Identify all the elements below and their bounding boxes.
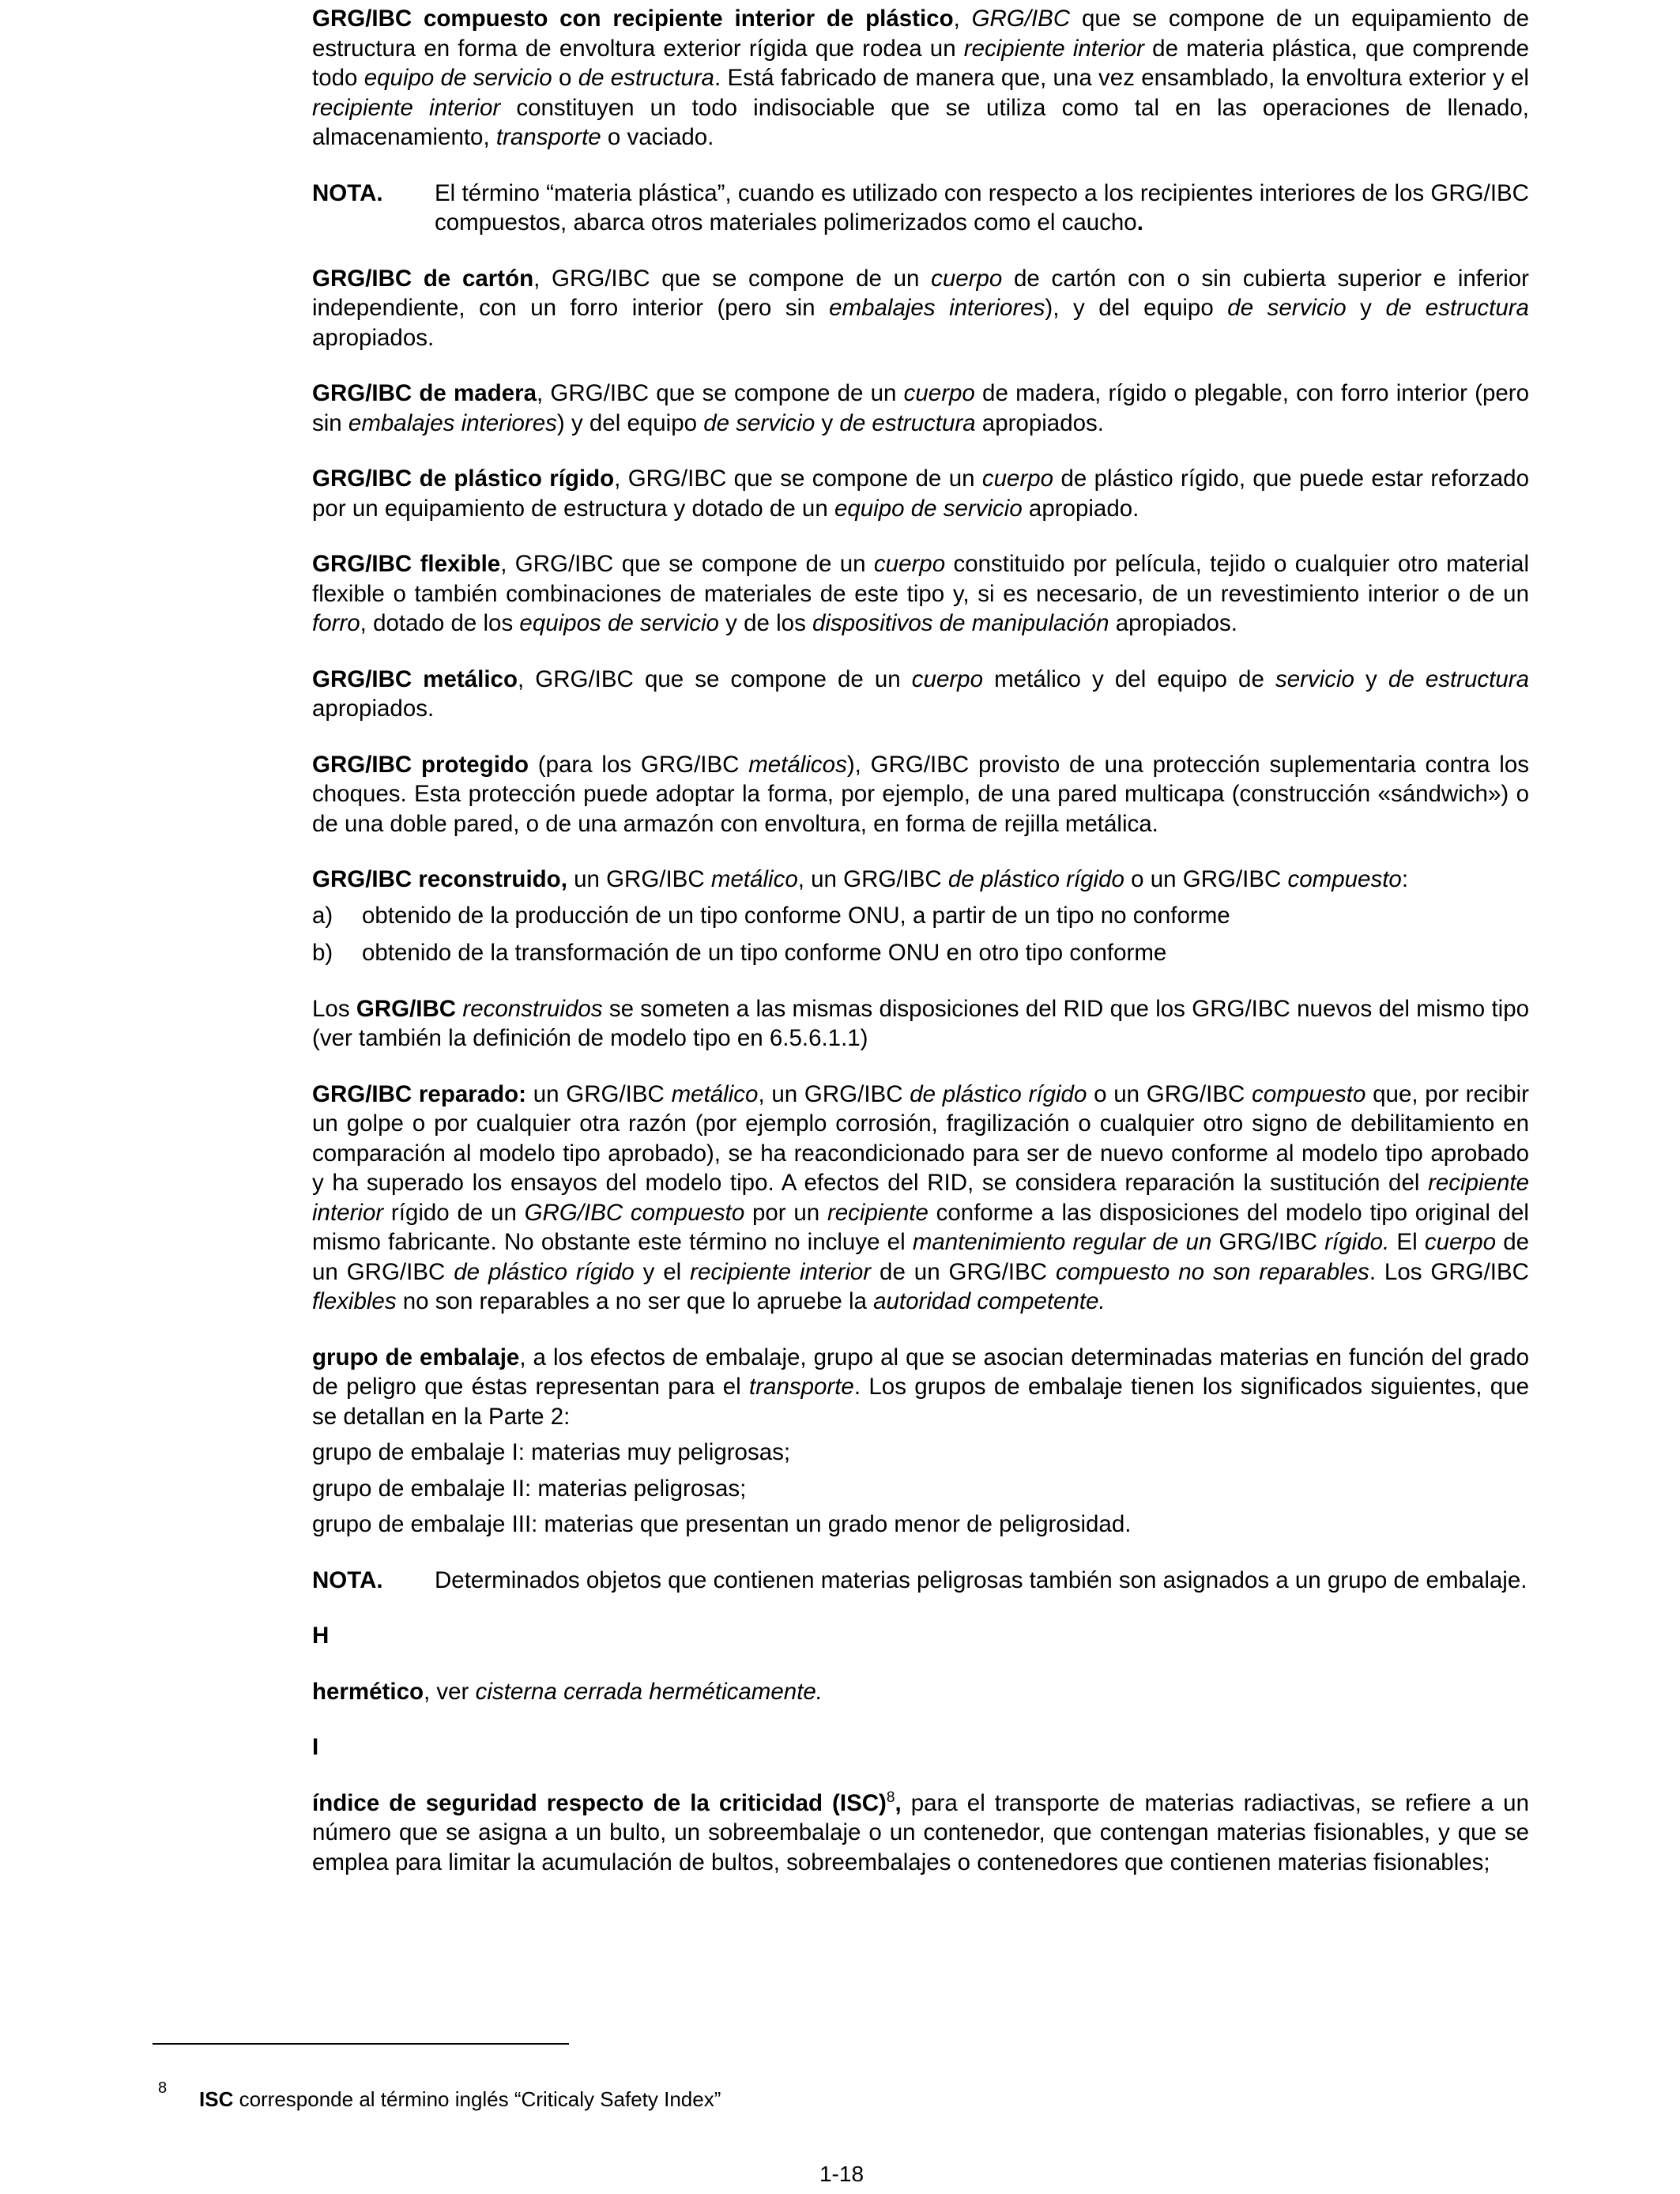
term: GRG/IBC reconstruido, bbox=[312, 866, 567, 892]
list-item bbox=[312, 901, 1529, 931]
term: GRG/IBC de madera bbox=[312, 380, 537, 406]
term: GRG/IBC flexible bbox=[312, 551, 501, 577]
term: GRG/IBC protegido bbox=[312, 751, 529, 778]
note-text: Determinados objetos que contienen materias peligrosas también son asignados a un grupo de embalaje. bbox=[435, 1566, 1527, 1593]
section-letter-i: I bbox=[312, 1734, 319, 1760]
definition-grg-reconstruido: GRG/IBC reconstruido, un GRG/IBC metálico, un GRG/IBC de plástico rígido o un GRG/IBC compuesto: bbox=[312, 866, 1409, 892]
document-body bbox=[312, 4, 1529, 1903]
list-item bbox=[312, 938, 1529, 968]
note-label: NOTA. bbox=[312, 1566, 383, 1593]
list-text: obtenido de la transformación de un tipo conforme ONU en otro tipo conforme bbox=[362, 940, 1167, 966]
term: GRG/IBC de cartón bbox=[312, 265, 534, 292]
term: hermético bbox=[312, 1678, 424, 1705]
footnote-text: ISC corresponde al término inglés “Criticaly Safety Index” bbox=[199, 2087, 721, 2111]
definition-grg-plastico-rigido: GRG/IBC de plástico rígido, GRG/IBC que se compone de un cuerpo de plástico rígido, que puede estar reforzado por un equipamiento de estructura y dotado de un equipo de servicio apropiado. bbox=[312, 466, 1529, 522]
term: grupo de embalaje bbox=[312, 1344, 520, 1370]
definition-grg-metalico: GRG/IBC metálico, GRG/IBC que se compone de un cuerpo metálico y del equipo de servicio y de estructura apropiados. bbox=[312, 665, 1529, 722]
term: índice de seguridad respecto de la criticidad (ISC) bbox=[312, 1789, 887, 1816]
note bbox=[312, 1566, 1529, 1596]
grupo-line: grupo de embalaje II: materias peligrosas; bbox=[312, 1475, 747, 1502]
note bbox=[312, 179, 1529, 238]
footnote-number: 8 bbox=[158, 2079, 168, 2097]
page-number: 1-18 bbox=[819, 2162, 864, 2186]
grupo-line: grupo de embalaje I: materias muy peligrosas; bbox=[312, 1439, 791, 1465]
term: GRG/IBC metálico bbox=[312, 665, 518, 692]
definition-isc: índice de seguridad respecto de la criticidad (ISC)$^8$, para el transporte de materias radiactivas, se refiere a un número que se asigna a un bulto, un sobreembalaje o un contenedor, que contengan materias fisionables, y que se emplea para limitar la acumulación de bultos, sobreembalajes o contenedores que contienen materias fisionables; bbox=[312, 1789, 1529, 1875]
definition-grg-compuesto: GRG/IBC compuesto con recipiente interior de plástico, GRG/IBC que se compone de un equipamiento de estructura en forma de envoltura exterior rígida que rodea un recipiente interior de materia plástica, que comprende todo equipo de servicio o de estructura. Está fabricado de manera que, una vez ensamblado, la envoltura exterior y el recipiente interior constituyen un todo indisociable que se utiliza como tal en las operaciones de llenado, almacenamiento, transporte o vaciado. bbox=[312, 6, 1530, 150]
definition-grg-madera: GRG/IBC de madera, GRG/IBC que se compone de un cuerpo de madera, rígido o plegable, con forro interior (pero sin embalajes interiores) y del equipo de servicio y de estructura apropiados. bbox=[312, 380, 1530, 436]
definition-grg-flexible: GRG/IBC flexible, GRG/IBC que se compone de un cuerpo constituido por película, tejido o cualquier otro material flexible o también combinaciones de materiales de este tipo y, si es necesario, de un revestimiento interior o de un forro, dotado de los equipos de servicio y de los dispositivos de manipulación apropiados. bbox=[312, 551, 1530, 636]
note-label: NOTA. bbox=[312, 179, 383, 206]
term: GRG/IBC compuesto con recipiente interior de plástico bbox=[312, 6, 954, 32]
list-marker: b) bbox=[312, 940, 333, 966]
grupo-line: grupo de embalaje III: materias que presentan un grado menor de peligrosidad. bbox=[312, 1511, 1132, 1537]
list-text: obtenido de la producción de un tipo conforme ONU, a partir de un tipo no conforme bbox=[362, 902, 1230, 929]
definition-grupo-de-embalaje: grupo de embalaje, a los efectos de embalaje, grupo al que se asocian determinadas materias en función del grado de peligro que éstas representan para el transporte. Los grupos de embalaje tienen los significados siguientes, que se detallan en la Parte 2: bbox=[312, 1344, 1529, 1430]
definition-grg-reparado: GRG/IBC reparado: un GRG/IBC metálico, un GRG/IBC de plástico rígido o un GRG/IBC compuesto que, por recibir un golpe o por cualquier otra razón (por ejemplo corrosión, fragilización o cualquier otro signo de debilitamiento en comparación al modelo tipo aprobado), se ha reacondicionado para ser de nuevo conforme al modelo tipo aprobado y ha superado los ensayos del modelo tipo. A efectos del RID, se considera reparación la sustitución del recipiente interior rígido de un GRG/IBC compuesto por un recipiente conforme a las disposiciones del modelo tipo original del mismo fabricante. No obstante este término no incluye el mantenimiento regular de un GRG/IBC rígido. El cuerpo de un GRG/IBC de plástico rígido y el recipiente interior de un GRG/IBC compuesto no son reparables. Los GRG/IBC flexibles no son reparables a no ser que lo apruebe la autoridad competente. bbox=[312, 1080, 1530, 1314]
term: GRG/IBC de plástico rígido bbox=[312, 466, 615, 492]
footnote-separator bbox=[153, 2043, 569, 2045]
definition-grg-protegido: GRG/IBC protegido (para los GRG/IBC metálicos), GRG/IBC provisto de una protección suplementaria contra los choques. Esta protección puede adoptar la forma, por ejemplo, de una pared multicapa (construcción «sándwich») o de una doble pared, o de una armazón con envoltura, en forma de rejilla metálica. bbox=[312, 751, 1529, 837]
footnote-reference[interactable]: 8 bbox=[886, 1789, 895, 1806]
term: GRG/IBC reparado: bbox=[312, 1080, 526, 1107]
definition-hermetico: hermético, ver cisterna cerrada herméticamente. bbox=[312, 1678, 823, 1705]
section-letter-h: H bbox=[312, 1623, 330, 1649]
definition-grg-carton: GRG/IBC de cartón, GRG/IBC que se compone de un cuerpo de cartón con o sin cubierta superior e inferior independiente, con un forro interior (pero sin embalajes interiores), y del equipo de servicio y de estructura apropiados. bbox=[312, 265, 1529, 351]
list-marker: a) bbox=[312, 902, 333, 929]
note-text: El término “materia plástica”, cuando es utilizado con respecto a los recipientes interiores de los GRG/IBC compuestos, abarca otros materiales polimerizados como el caucho. bbox=[435, 179, 1529, 236]
paragraph-reconstruidos: Los GRG/IBC reconstruidos se someten a las mismas disposiciones del RID que los GRG/IBC nuevos del mismo tipo (ver también la definición de modelo tipo en 6.5.6.1.1) bbox=[312, 995, 1530, 1051]
